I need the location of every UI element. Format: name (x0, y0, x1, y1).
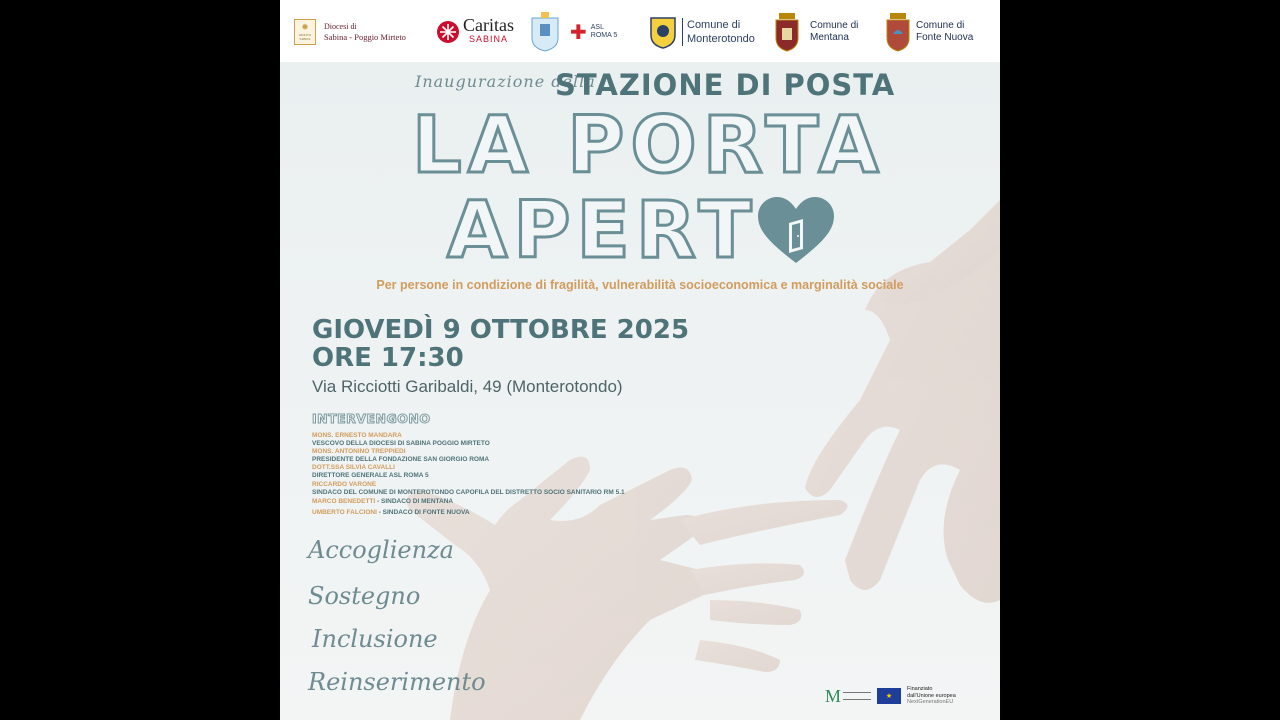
asl-label: ASL ROMA 5 (590, 24, 618, 39)
speaker-item (312, 448, 489, 463)
eu-line2: dall'Unione europea (907, 692, 956, 699)
caritas-sub: SABINA (468, 34, 508, 44)
heart-door-icon (758, 197, 834, 265)
fonte-nuova-line2: Fonte Nuova (916, 32, 974, 43)
speaker-role: VESCOVO DELLA DIOCESI DI SABINA POGGIO MIRTETO (312, 439, 490, 447)
value-word: Reinserimento (308, 668, 486, 696)
speaker-role: SINDACO DEL COMUNE DI MONTEROTONDO CAPOFILA DEL DISTRETTO SOCIO SANITARIO RM 5.1 (312, 488, 625, 496)
speaker-role: PRESIDENTE DELLA FONDAZIONE SAN GIORGIO ROMA (312, 455, 490, 463)
title-line-2: APERT (447, 186, 758, 276)
mentana-line1: Comune di (810, 20, 859, 31)
event-datetime (312, 316, 689, 372)
speaker-name: MARCO BENEDETTI (312, 498, 376, 505)
speaker-name: MONS. ERNESTO MANDARA (312, 432, 402, 439)
crest-icon (528, 12, 562, 52)
eu-line3: NextGenerationEU (907, 699, 954, 705)
stazione-di-posta-title: STAZIONE DI POSTA (555, 68, 896, 102)
speaker-item (312, 432, 490, 447)
eu-flag-icon: ★ (877, 688, 901, 704)
monterotondo-crest-icon (648, 15, 678, 49)
funding-logos (825, 686, 956, 706)
partner-logos-bar (280, 0, 1000, 62)
ministero-text-icon (843, 692, 871, 700)
fondazione-crest-logo (528, 10, 562, 54)
caritas-cross-icon (436, 20, 460, 44)
mentana-logo (772, 10, 858, 54)
speaker-name: MONS. ANTONINO TREPPIEDI (312, 448, 406, 455)
event-date: GIOVEDÌ 9 OTTOBRE 2025 (312, 315, 690, 345)
diocesi-line1: Diocesi di (324, 22, 357, 31)
speaker-name: DOTT.SSA SILVIA CAVALLI (312, 464, 395, 471)
ministero-m-icon: M (825, 685, 842, 706)
red-cross-icon: ✚ (570, 20, 587, 44)
fonte-nuova-logo (884, 10, 973, 54)
speaker-role: DIRETTORE GENERALE ASL ROMA 5 (312, 471, 429, 479)
speaker-name: UMBERTO FALCIONI (312, 509, 377, 516)
speaker-role: - SINDACO DI MENTANA (375, 498, 454, 505)
inaugurazione-label: Inaugurazione della (415, 72, 596, 91)
fonte-nuova-crest-icon (884, 12, 912, 52)
value-word: Sostegno (308, 582, 421, 610)
monterotondo-line2: Monterotondo (687, 33, 755, 45)
value-word: Accoglienza (308, 536, 454, 564)
target-audience-subtitle: Per persone in condizione di fragilità, vulnerabilità socioeconomica e marginalità sociale (376, 278, 904, 292)
speakers-heading: INTERVENGONO (312, 411, 431, 426)
title-line-1: LA PORTA (412, 101, 885, 191)
speaker-item (312, 498, 453, 506)
mentana-crest-icon (772, 12, 802, 52)
diocesi-logo (294, 10, 406, 54)
speaker-name: RICCARDO VARONE (312, 481, 377, 488)
speaker-item (312, 481, 625, 496)
diocesi-line2: Sabina - Poggio Mirteto (324, 32, 406, 42)
value-word: Inclusione (312, 625, 438, 653)
speaker-item (312, 509, 470, 517)
asl-roma5-logo (570, 10, 621, 54)
eu-line1: Finanziato (907, 686, 933, 692)
speaker-role: - SINDACO DI FONTE NUOVA (376, 509, 470, 516)
caritas-logo (436, 10, 514, 54)
event-poster (280, 0, 1000, 720)
caritas-name: Caritas (463, 15, 514, 35)
mentana-line2: Mentana (810, 32, 849, 43)
diocesi-badge: ✸ DIOCESI SABINA (294, 19, 316, 45)
event-time: ORE 17:30 (312, 343, 464, 373)
fonte-nuova-line1: Comune di (916, 20, 965, 31)
monterotondo-line1: Comune di (687, 19, 741, 31)
sunburst-icon: ✸ (301, 22, 309, 33)
event-address: Via Ricciotti Garibaldi, 49 (Monterotondo) (312, 377, 623, 396)
ministero-lavoro-logo (825, 687, 871, 705)
speaker-item (312, 464, 429, 479)
monterotondo-logo (648, 10, 755, 54)
